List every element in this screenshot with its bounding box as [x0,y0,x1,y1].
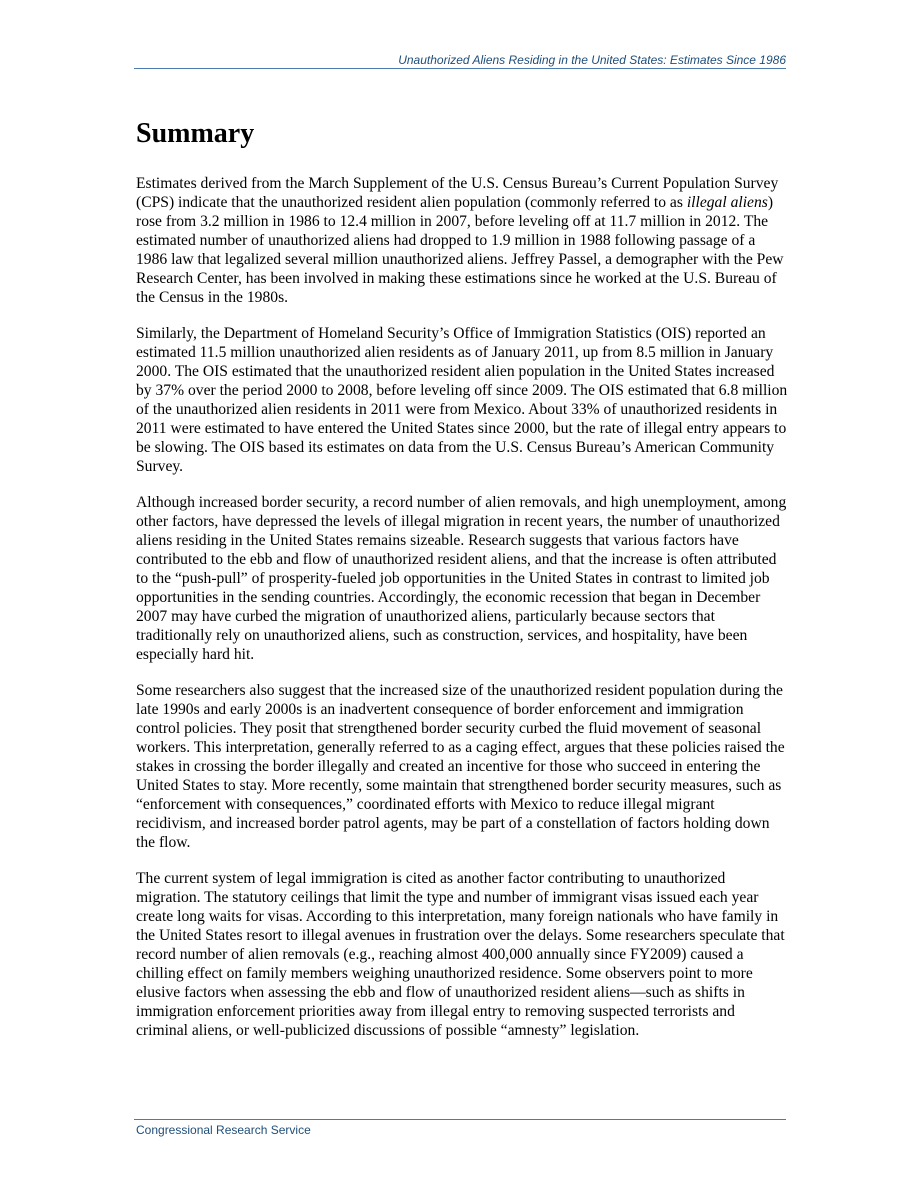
paragraph-5: The current system of legal immigration is cited as another factor contributing to unauthorized migration. The statutory ceilings that limit the type and number of immigrant visas issued each year create long waits for visas. According to this interpretation, many foreign nationals who have family in the United States resort to illegal avenues in frustration over the delays. Some researchers speculate that record number of alien removals (e.g., reaching almost 400,000 annually since FY2009) caused a chilling effect on family members weighing unauthorized residence. Some observers point to more elusive factors when assessing the ebb and flow of unauthorized resident aliens—such as shifts in immigration enforcement priorities away from illegal entry to removing suspected terrorists and criminal aliens, or well-publicized discussions of possible “amnesty” legislation. [136,870,785,1039]
page-title: Summary [136,118,255,149]
paragraph-4: Some researchers also suggest that the increased size of the unauthorized resident population during the late 1990s and early 2000s is an inadvertent consequence of border enforcement and immigration control policies. They posit that strengthened border security curbed the fluid movement of seasonal workers. This interpretation, generally referred to as a caging effect, argues that these policies raised the stakes in crossing the border illegally and created an incentive for those who succeed in entering the United States to stay. More recently, some maintain that strengthened border security measures, such as “enforcement with consequences,” coordinated efforts with Mexico to reduce illegal migrant recidivism, and increased border patrol agents, may be part of a constellation of factors holding down the flow. [136,682,785,851]
running-header: Unauthorized Aliens Residing in the United States: Estimates Since 1986 [398,53,786,67]
running-footer: Congressional Research Service [136,1123,311,1137]
footer-divider [134,1119,786,1120]
header-divider [134,68,786,69]
paragraph-1-text-after: ) rose from 3.2 million in 1986 to 12.4 million in 2007, before leveling off at 11.7 million in 2012. The estimated number of unauthorized aliens had dropped to 1.9 million in 1988 following passage of a 1986 law that legalized several million unauthorized aliens. Jeffrey Passel, a demographer with the Pew Research Center, has been involved in making these estimations since he worked at the U.S. Bureau of the Census in the 1980s. [136,194,784,306]
paragraph-1-italic-term: illegal aliens [686,194,768,211]
paragraph-2: Similarly, the Department of Homeland Security’s Office of Immigration Statistics (OIS) reported an estimated 11.5 million unauthorized alien residents as of January 2011, up from 8.5 million in January 2000. The OIS estimated that the unauthorized resident alien population in the United States increased by 37% over the period 2000 to 2008, before leveling off since 2009. The OIS estimated that 6.8 million of the unauthorized alien residents in 2011 were from Mexico. About 33% of unauthorized residents in 2011 were estimated to have entered the United States since 2000, but the rate of illegal entry appears to be slowing. The OIS based its estimates on data from the U.S. Census Bureau’s American Community Survey. [136,325,788,475]
summary-body [136,174,788,1057]
paragraph-3: Although increased border security, a record number of alien removals, and high unemployment, among other factors, have depressed the levels of illegal migration in recent years, the number of unauthorized aliens residing in the United States remains sizeable. Research suggests that various factors have contributed to the ebb and flow of unauthorized resident aliens, and that the increase is often attributed to the “push-pull” of prosperity-fueled job opportunities in the United States in contrast to limited job opportunities in the sending countries. Accordingly, the economic recession that began in December 2007 may have curbed the migration of unauthorized aliens, particularly because sectors that traditionally rely on unauthorized aliens, such as construction, services, and hospitality, have been especially hard hit. [136,494,787,663]
paragraph-1-text-before: Estimates derived from the March Supplement of the U.S. Census Bureau’s Current Population Survey (CPS) indicate that the unauthorized resident alien population (commonly referred to as [136,175,779,211]
paragraph-1 [136,174,788,307]
